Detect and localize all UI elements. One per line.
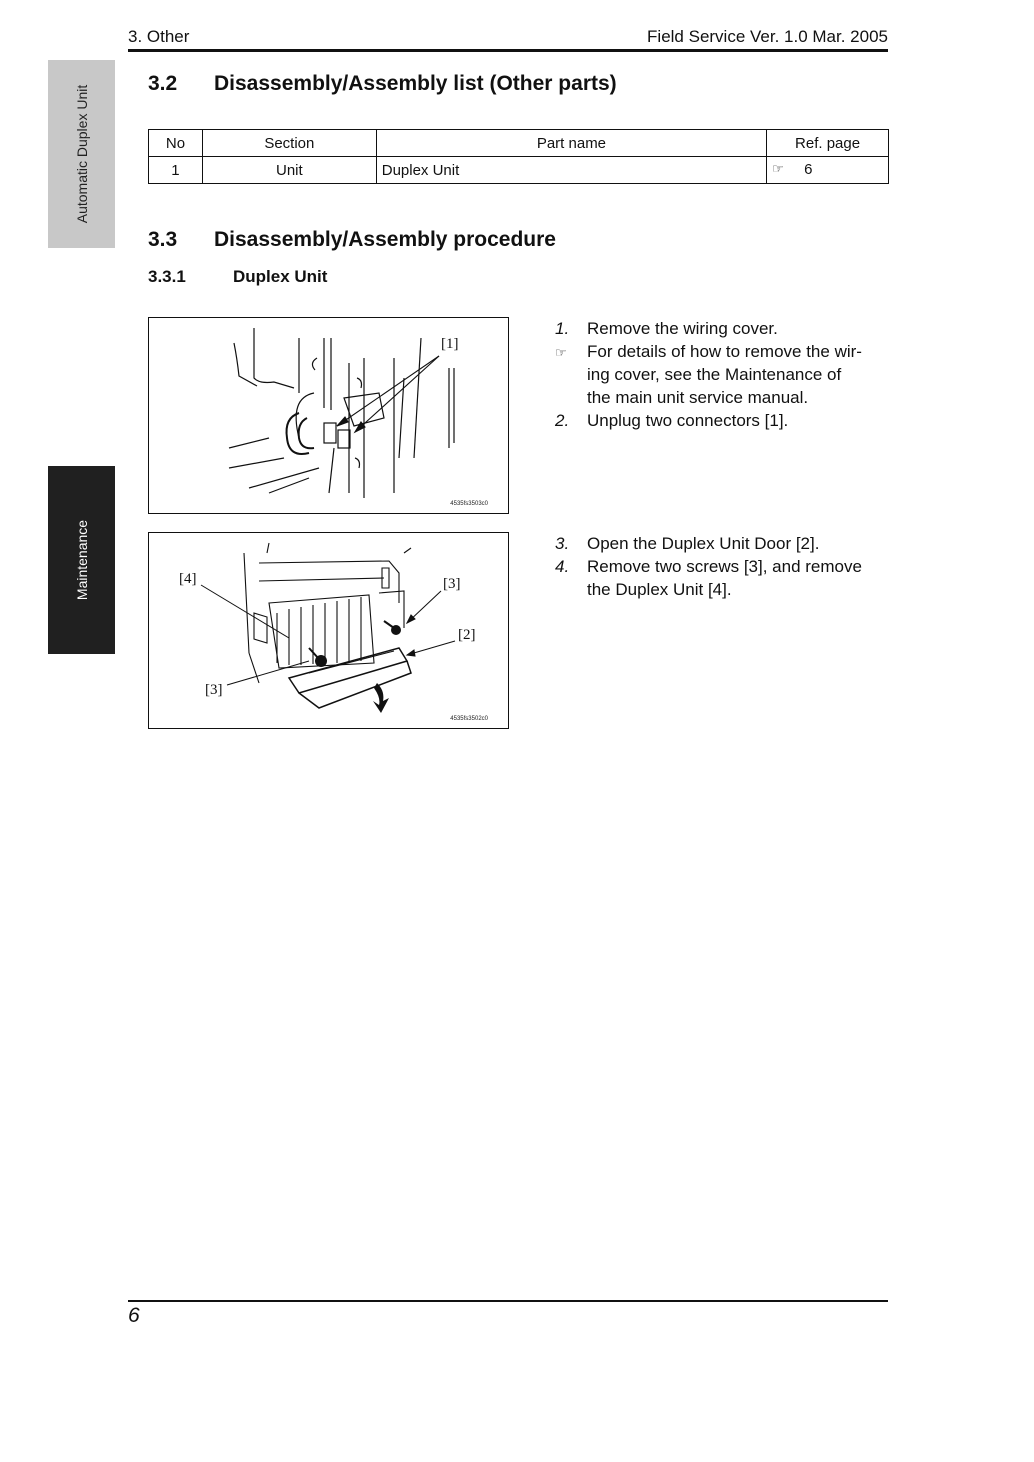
header-rule <box>128 49 888 52</box>
section-title: Disassembly/Assembly list (Other parts) <box>214 72 617 95</box>
figure-id: 4535fs3502c0 <box>450 716 488 722</box>
running-header-left: 3. Other <box>128 27 190 46</box>
table-row <box>149 157 889 184</box>
step-number: 4. <box>555 557 570 576</box>
side-tab-label: Automatic Duplex Unit <box>73 84 90 224</box>
step-text: Remove the wiring cover. <box>587 319 778 338</box>
figure-duplex-unit-removal <box>148 532 509 729</box>
pointing-hand-icon: ☞ <box>555 345 567 360</box>
step-note-continuation <box>555 386 895 409</box>
procedure-steps-1 <box>555 317 895 432</box>
step-item <box>555 317 895 340</box>
section-number: 3.3 <box>148 228 178 251</box>
section-title: Disassembly/Assembly procedure <box>214 228 556 251</box>
procedure-steps-2 <box>555 532 895 601</box>
step-text: Open the Duplex Unit Door [2]. <box>587 534 820 553</box>
section-number: 3.2 <box>148 72 178 95</box>
step-text: Remove two screws [3], and remove <box>587 557 862 576</box>
step-item <box>555 409 895 432</box>
table-header-row <box>149 130 889 157</box>
running-header-right: Field Service Ver. 1.0 Mar. 2005 <box>647 27 888 46</box>
cell-no: 1 <box>149 157 203 184</box>
column-header-no: No <box>149 130 203 157</box>
section-heading-3-2 <box>148 72 848 98</box>
step-item-continuation <box>555 578 895 601</box>
step-number: 2. <box>555 411 570 430</box>
subsection-heading-3-3-1 <box>148 267 548 289</box>
step-text: For details of how to remove the wir- <box>587 342 862 361</box>
column-header-ref-page: Ref. page <box>767 130 889 157</box>
ref-page-number: 6 <box>804 161 813 178</box>
section-heading-3-3 <box>148 228 848 254</box>
figure-id: 4535fs3503c0 <box>450 501 488 507</box>
column-header-section: Section <box>202 130 376 157</box>
callout-label: [1] <box>441 336 459 352</box>
step-text: the Duplex Unit [4]. <box>587 580 732 599</box>
side-tab-maintenance <box>48 466 115 654</box>
callout-label: [3] <box>205 682 223 698</box>
step-note <box>555 340 895 363</box>
side-tab-label: Maintenance <box>73 519 90 601</box>
footer-rule <box>128 1300 888 1302</box>
step-number: 3. <box>555 534 570 553</box>
cell-part-name: Duplex Unit <box>376 157 766 184</box>
column-header-part-name: Part name <box>376 130 766 157</box>
side-tab-automatic-duplex-unit <box>48 60 115 248</box>
parts-table <box>148 129 889 184</box>
subsection-title: Duplex Unit <box>233 267 328 286</box>
step-item <box>555 532 895 555</box>
duplex-unit-illustration <box>149 533 508 728</box>
subsection-number: 3.3.1 <box>148 267 186 286</box>
callout-label: [3] <box>443 576 461 592</box>
step-note-continuation <box>555 363 895 386</box>
step-text: the main unit service manual. <box>587 388 809 407</box>
callout-label: [4] <box>179 571 197 587</box>
step-number: 1. <box>555 319 570 338</box>
figure-wiring-connectors <box>148 317 509 514</box>
step-text: Unplug two connectors [1]. <box>587 411 789 430</box>
page-number: 6 <box>128 1304 140 1327</box>
cell-ref-page[interactable] <box>767 157 889 184</box>
step-item <box>555 555 895 578</box>
cell-section: Unit <box>202 157 376 184</box>
step-text: ing cover, see the Maintenance of <box>587 365 842 384</box>
pointing-hand-icon: ☞ <box>772 161 784 176</box>
callout-label: [2] <box>458 627 476 643</box>
